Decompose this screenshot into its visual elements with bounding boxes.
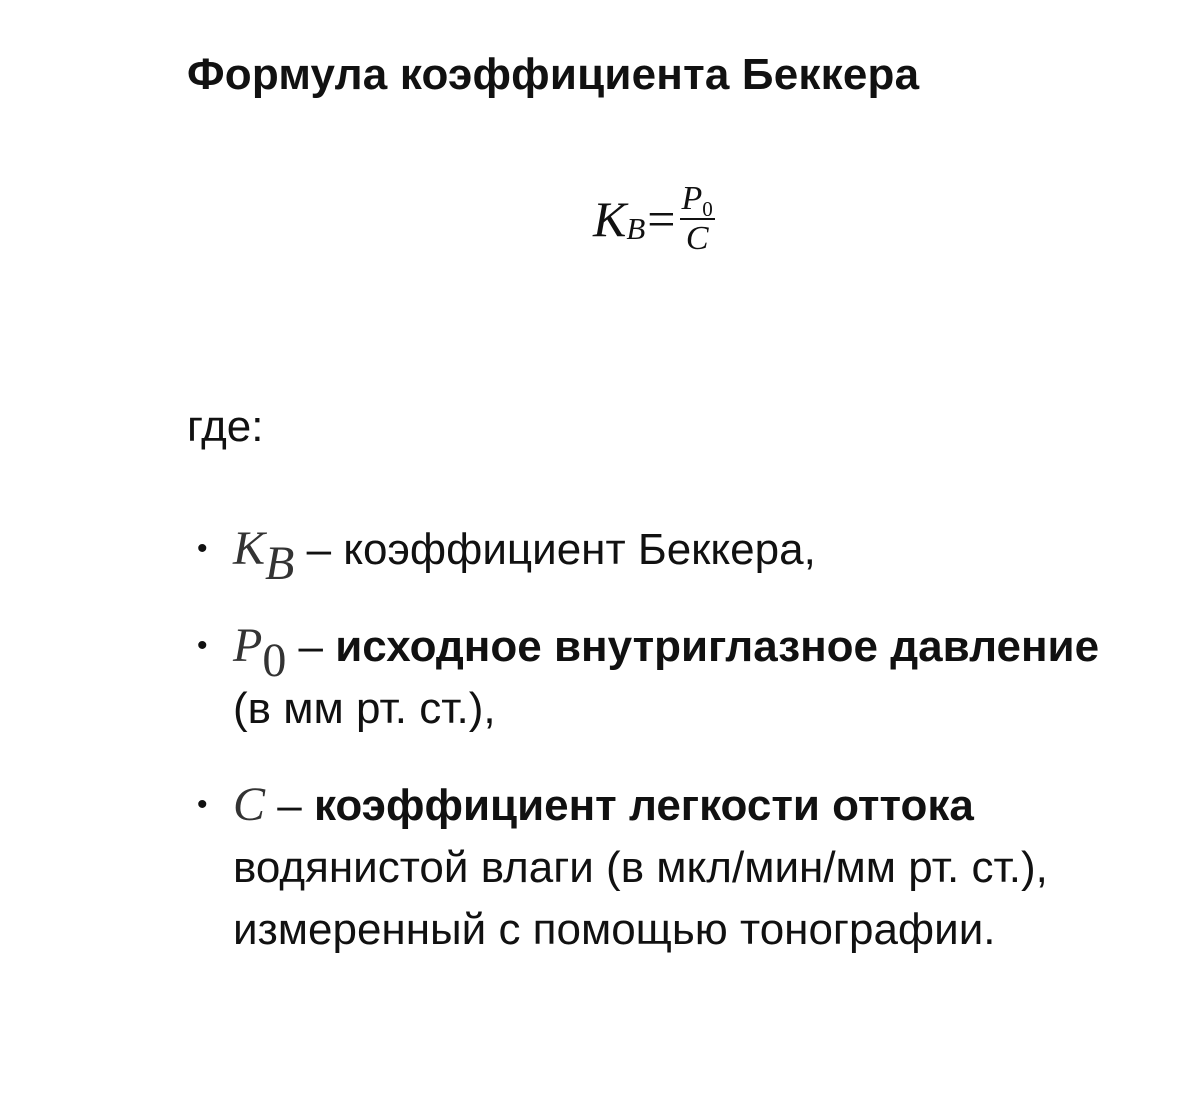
formula-fraction bbox=[680, 182, 715, 256]
page-title: Формула коэффициента Беккера bbox=[187, 50, 920, 99]
definition-item-kb bbox=[187, 518, 1107, 591]
formula-denominator: C bbox=[685, 220, 709, 257]
formula-equals: = bbox=[647, 191, 676, 247]
formula-lhs-sub: B bbox=[626, 210, 646, 246]
definition-text: водянистой влаги (в мкл/мин/мм рт. ст.), измеренный с помощью тонографии. bbox=[233, 843, 1048, 954]
definition-item-c bbox=[187, 774, 1107, 961]
becker-formula bbox=[593, 182, 715, 256]
definition-symbol: P bbox=[233, 619, 263, 672]
definition-item-p0 bbox=[187, 615, 1107, 740]
definition-dash: – bbox=[294, 525, 344, 574]
formula-lhs-var: K bbox=[593, 191, 627, 247]
definition-text: коэффициент Беккера, bbox=[343, 525, 816, 574]
definition-symbol-sub: 0 bbox=[262, 634, 287, 688]
definitions-list bbox=[187, 518, 1107, 995]
formula-numerator bbox=[680, 182, 715, 220]
definition-dash: – bbox=[286, 622, 336, 671]
formula-numerator-sub: 0 bbox=[702, 196, 713, 221]
where-label: где: bbox=[187, 402, 264, 451]
definition-symbol: C bbox=[233, 778, 266, 831]
definition-bold-text: коэффициент легкости оттока bbox=[313, 781, 974, 830]
definition-bold-text: исходное внутриглазное давление bbox=[335, 622, 1100, 671]
definition-symbol-sub: B bbox=[265, 537, 295, 591]
definition-dash: – bbox=[265, 781, 314, 830]
definition-symbol: K bbox=[233, 522, 266, 575]
formula-numerator-var: P bbox=[681, 180, 703, 217]
definition-text: (в мм рт. ст.), bbox=[233, 684, 496, 733]
